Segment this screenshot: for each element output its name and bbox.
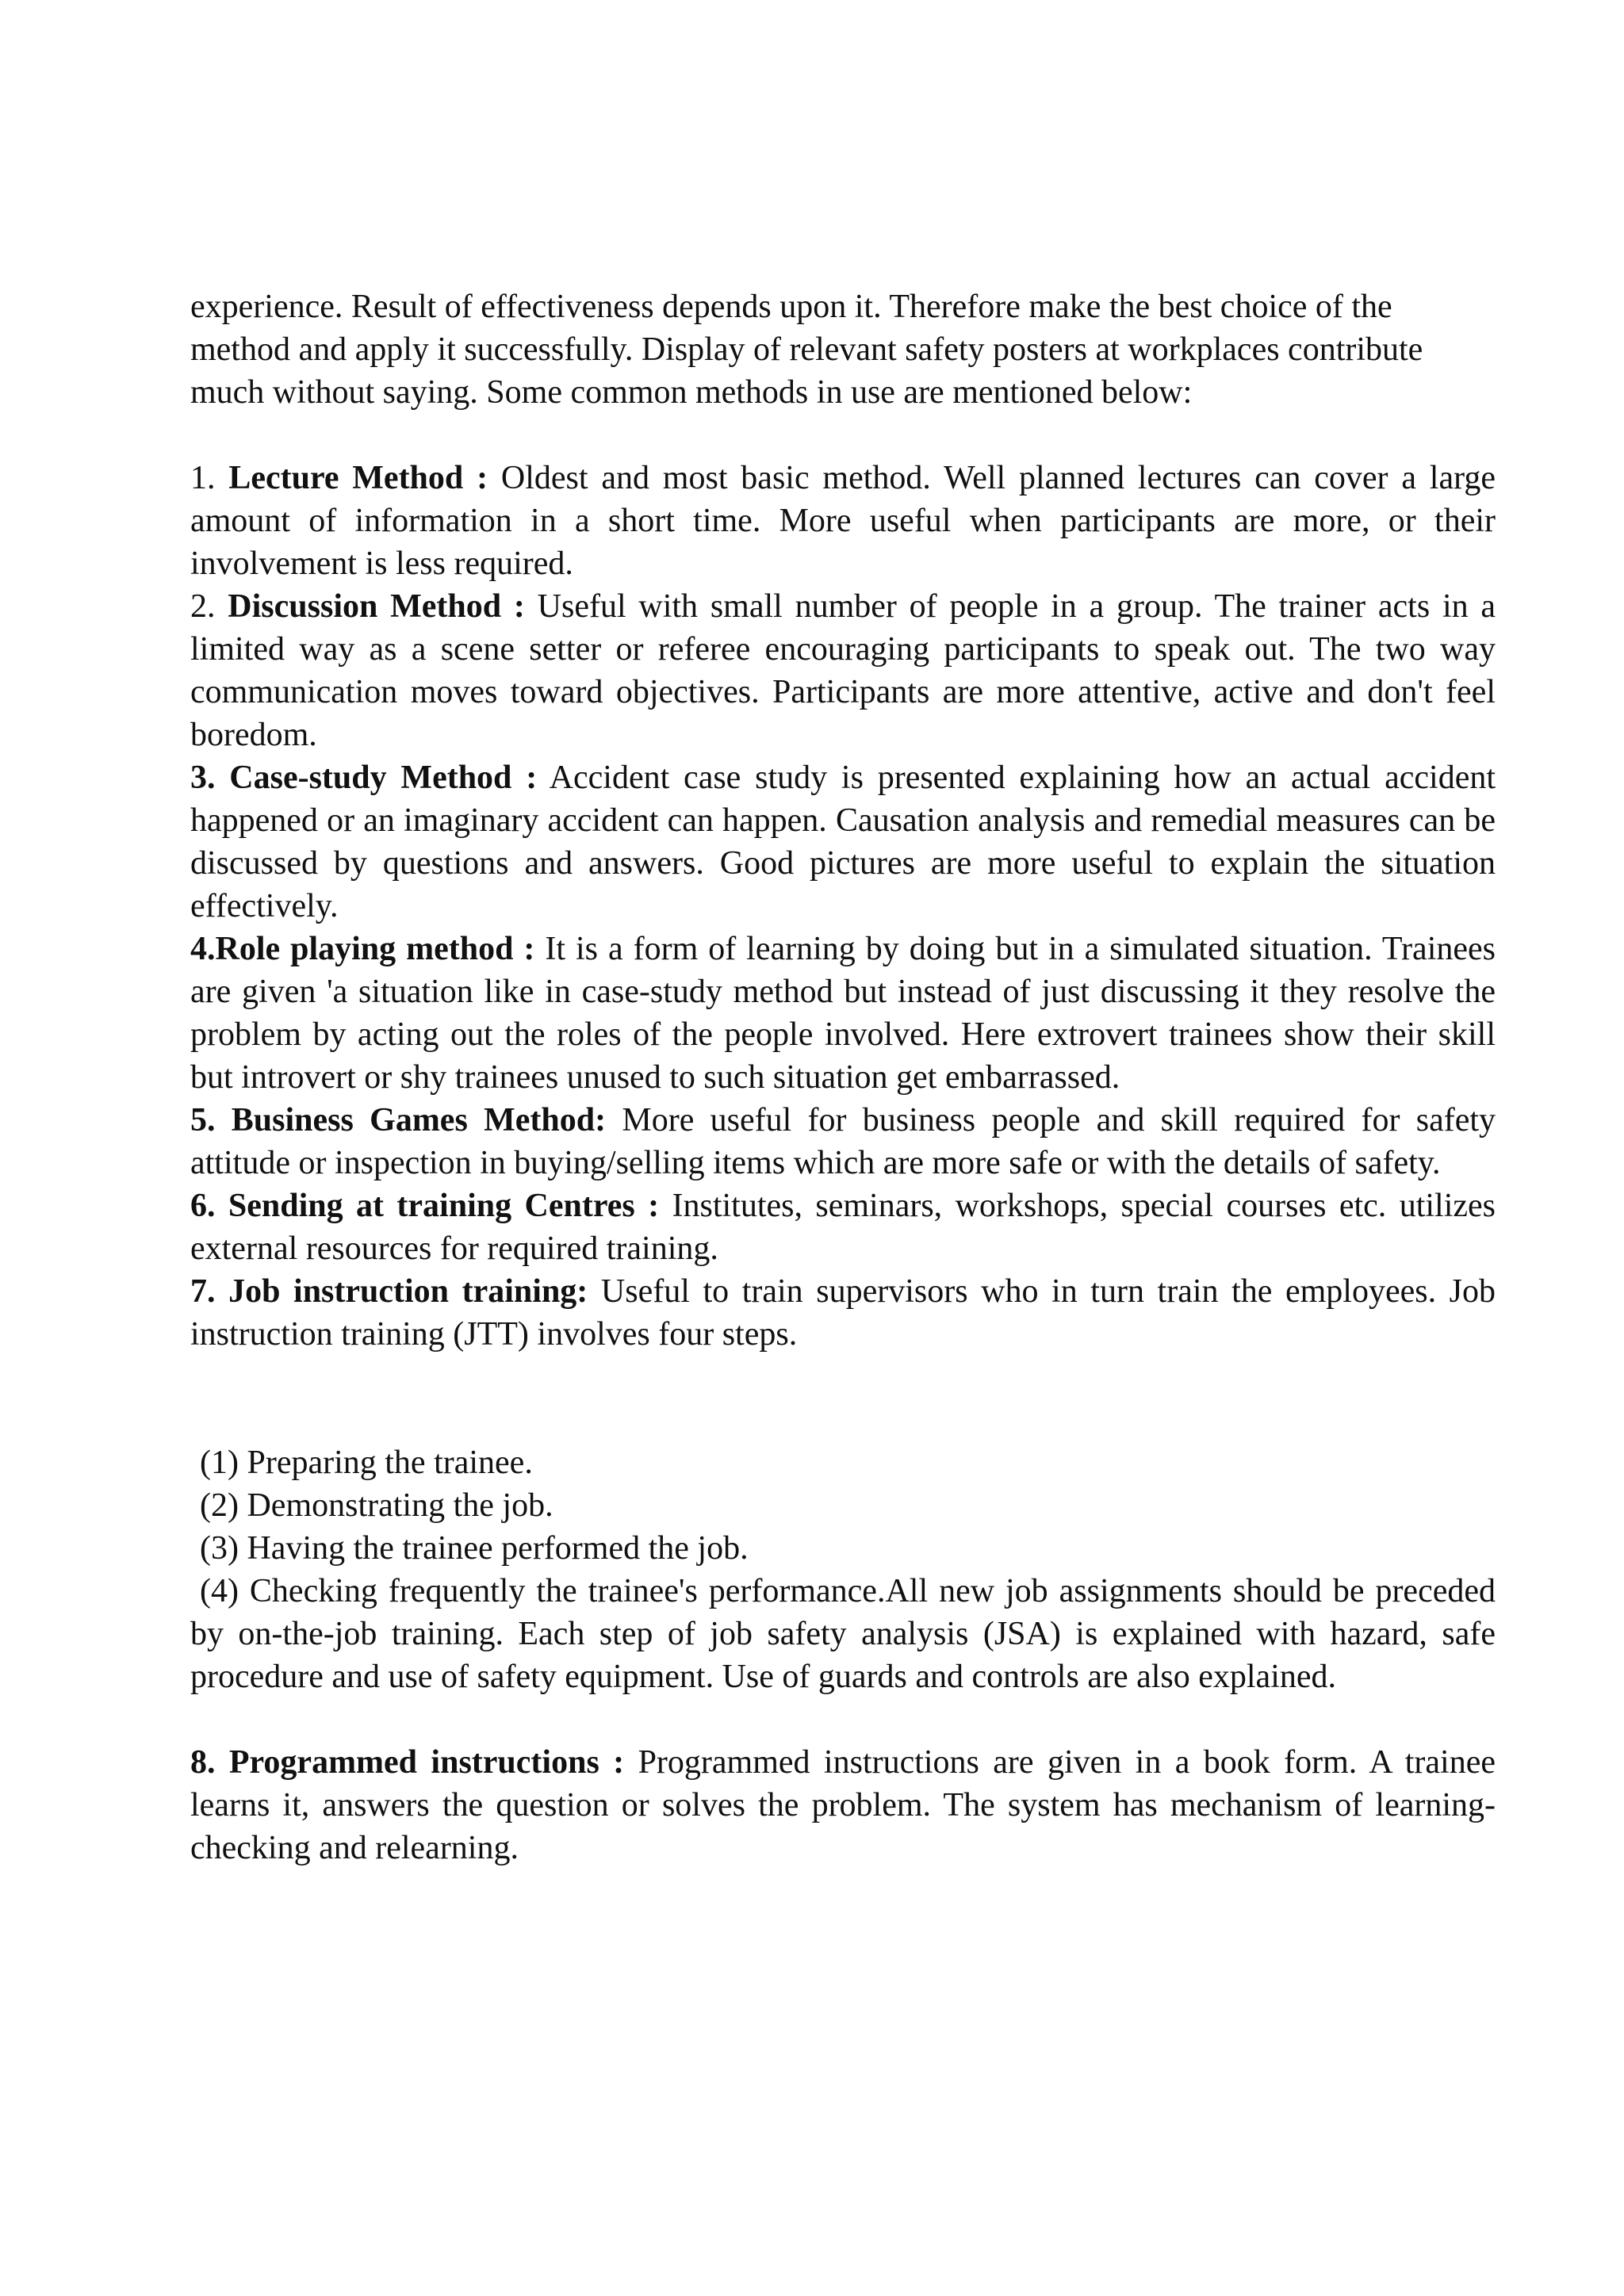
method-lecture (190, 457, 1496, 585)
method-text: It is a form of learning by doing but in a simulated situation. Trainees are given 'a situation like in case-study method but instead of just discussing it they resolve the problem by acting out the roles of the people involved. Here extrovert trainees show their skill but introvert or shy trainees unused to such situation get embarrassed. (190, 931, 1496, 1096)
method-role-playing (190, 928, 1496, 1099)
step-item: (3) Having the trainee performed the job. (200, 1530, 749, 1567)
spacer (190, 1356, 1496, 1441)
method-discussion (190, 585, 1496, 756)
method-text: Institutes, seminars, workshops, special courses etc. utilizes external resources for required training. (190, 1188, 1496, 1267)
intro-paragraph: experience. Result of effectiveness depends upon it. Therefore make the best choice of the method and apply it successfully. Display of relevant safety posters at workplaces contribute much without saying. Some common methods in use are mentioned below: (190, 289, 1423, 411)
method-training-centres (190, 1184, 1496, 1270)
method-title: 8. Programmed instructions : (190, 1744, 625, 1781)
method-title: 6. Sending at training Centres : (190, 1188, 660, 1224)
method-title: 3. Case-study Method : (190, 760, 538, 796)
spacer (190, 414, 1496, 457)
method-number: 2. (190, 588, 216, 625)
method-text: Accident case study is presented explaining how an actual accident happened or an imaginary accident can happen. Causation analysis and remedial measures can be discussed by questions and answers. Good pictures are more useful to explain the situation effectively. (190, 760, 1496, 924)
step-item-4 (190, 1570, 1496, 1698)
method-business-games (190, 1099, 1496, 1184)
document-page (190, 285, 1496, 1869)
method-number: 1. (190, 460, 216, 496)
method-text: Programmed instructions are given in a book form. A trainee learns it, answers the question or solves the problem. The system has mechanism of learning-checking and relearning. (190, 1744, 1496, 1866)
method-title: 7. Job instruction training: (190, 1273, 588, 1310)
method-title: 5. Business Games Method: (190, 1102, 607, 1138)
method-title: Discussion Method : (228, 588, 525, 625)
method-title: 4.Role playing method : (190, 931, 535, 967)
method-text: More useful for business people and skill required for safety attitude or inspection in buying/selling items which are more safe or with the details of safety. (190, 1102, 1496, 1181)
method-text: Useful to train supervisors who in turn train the employees. Job instruction training (JTT) involves four steps. (190, 1273, 1496, 1353)
step-4-text: (4) Checking frequently the trainee's performance.All new job assignments should be preceded by on-the-job training. Each step of job safety analysis (JSA) is explained with hazard, safe procedure and use of safety equipment. Use of guards and controls are also explained. (190, 1573, 1496, 1695)
method-programmed-instructions (190, 1741, 1496, 1869)
method-text: Oldest and most basic method. Well planned lectures can cover a large amount of information in a short time. More useful when participants are more, or their involvement is less required. (190, 460, 1496, 582)
method-text: Useful with small number of people in a group. The trainer acts in a limited way as a scene setter or referee encouraging participants to speak out. The two way communication moves toward objectives. Participants are more attentive, active and don't feel boredom. (190, 588, 1496, 753)
method-title: Lecture Method : (228, 460, 488, 496)
spacer (190, 1698, 1496, 1741)
step-item: (2) Demonstrating the job. (200, 1487, 553, 1524)
method-case-study (190, 756, 1496, 928)
step-item: (1) Preparing the trainee. (200, 1445, 533, 1481)
method-job-instruction (190, 1270, 1496, 1356)
